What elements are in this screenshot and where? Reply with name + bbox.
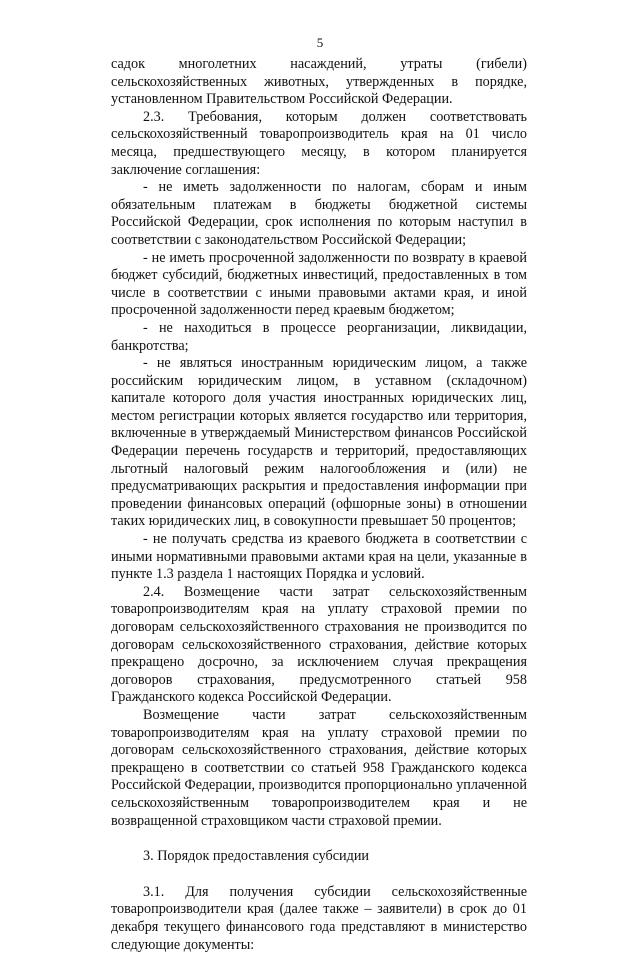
paragraph-continuation: садок многолетних насаждений, утраты (гибели) сельскохозяйственных животных, утвержденных в порядке, установленном Правительством Российской Федерации. xyxy=(111,56,527,108)
paragraph-reimbursement: Возмещение части затрат сельскохозяйственным товаропроизводителям края на уплату страховой премии по договорам сельскохозяйственного страхования, действие которых прекращено в соответствии со статьей 958 Гражданского кодекса Российской Федерации, производится пропорционально уплаченной сельскохозяйственным товаропроизводителем края и не возвращенной страховщиком части страховой премии. xyxy=(111,706,527,829)
page-number: 5 xyxy=(316,35,324,50)
paragraph-2-4: 2.4. Возмещение части затрат сельскохозяйственным товаропроизводителям края на уплату страховой премии по договорам сельскохозяйственного страхования не производится по договорам сельскохозяйственного страхования, действие которых прекращено досрочно, за исключением случая прекращения договоров страхования, предусмотренного статьей 958 Гражданского кодекса Российской Федерации. xyxy=(111,583,527,706)
paragraph-requirement-debt: - не иметь просроченной задолженности по возврату в краевой бюджет субсидий, бюджетных инвестиций, предоставленных в том числе в соответствии с иными правовыми актами края, и иной просроченной задолженности перед краевым бюджетом; xyxy=(111,249,527,319)
paragraph-2-3: 2.3. Требования, которым должен соответствовать сельскохозяйственный товаропроизводитель края на 01 число месяца, предшествующего месяцу, в котором планируется заключение соглашения: xyxy=(111,108,527,178)
paragraph-requirement-foreign: - не являться иностранным юридическим лицом, а также российским юридическим лицом, в уставном (складочном) капитале которого доля участия иностранных юридических лиц, местом регистрации которых является государство или территория, включенные в утверждаемый Министерством финансов Российской Федерации перечень государств и территорий, предоставляющих льготный налоговый режим налогообложения и (или) не предусматривающих раскрытия и предоставления информации при проведении финансовых операций (офшорные зоны) в отношении таких юридических лиц, в совокупности превышает 50 процентов; xyxy=(111,355,527,530)
paragraph-requirement-funds: - не получать средства из краевого бюджета в соответствии с иными нормативными правовыми актами края на цели, указанные в пункте 1.3 раздела 1 настоящих Порядка и условий. xyxy=(111,531,527,583)
document-body xyxy=(111,56,527,954)
paragraph-requirement-reorganization: - не находиться в процессе реорганизации, ликвидации, банкротства; xyxy=(111,319,527,354)
paragraph-3-1: 3.1. Для получения субсидии сельскохозяйственные товаропроизводители края (далее также – заявители) в срок до 01 декабря текущего финансового года представляют в министерство следующие документы: xyxy=(111,883,527,953)
paragraph-requirement-taxes: - не иметь задолженности по налогам, сборам и иным обязательным платежам в бюджеты бюджетной системы Российской Федерации, срок исполнения по которым наступил в соответствии с законодательством Российской Федерации; xyxy=(111,179,527,248)
section-heading: 3. Порядок предоставления субсидии xyxy=(143,848,370,865)
